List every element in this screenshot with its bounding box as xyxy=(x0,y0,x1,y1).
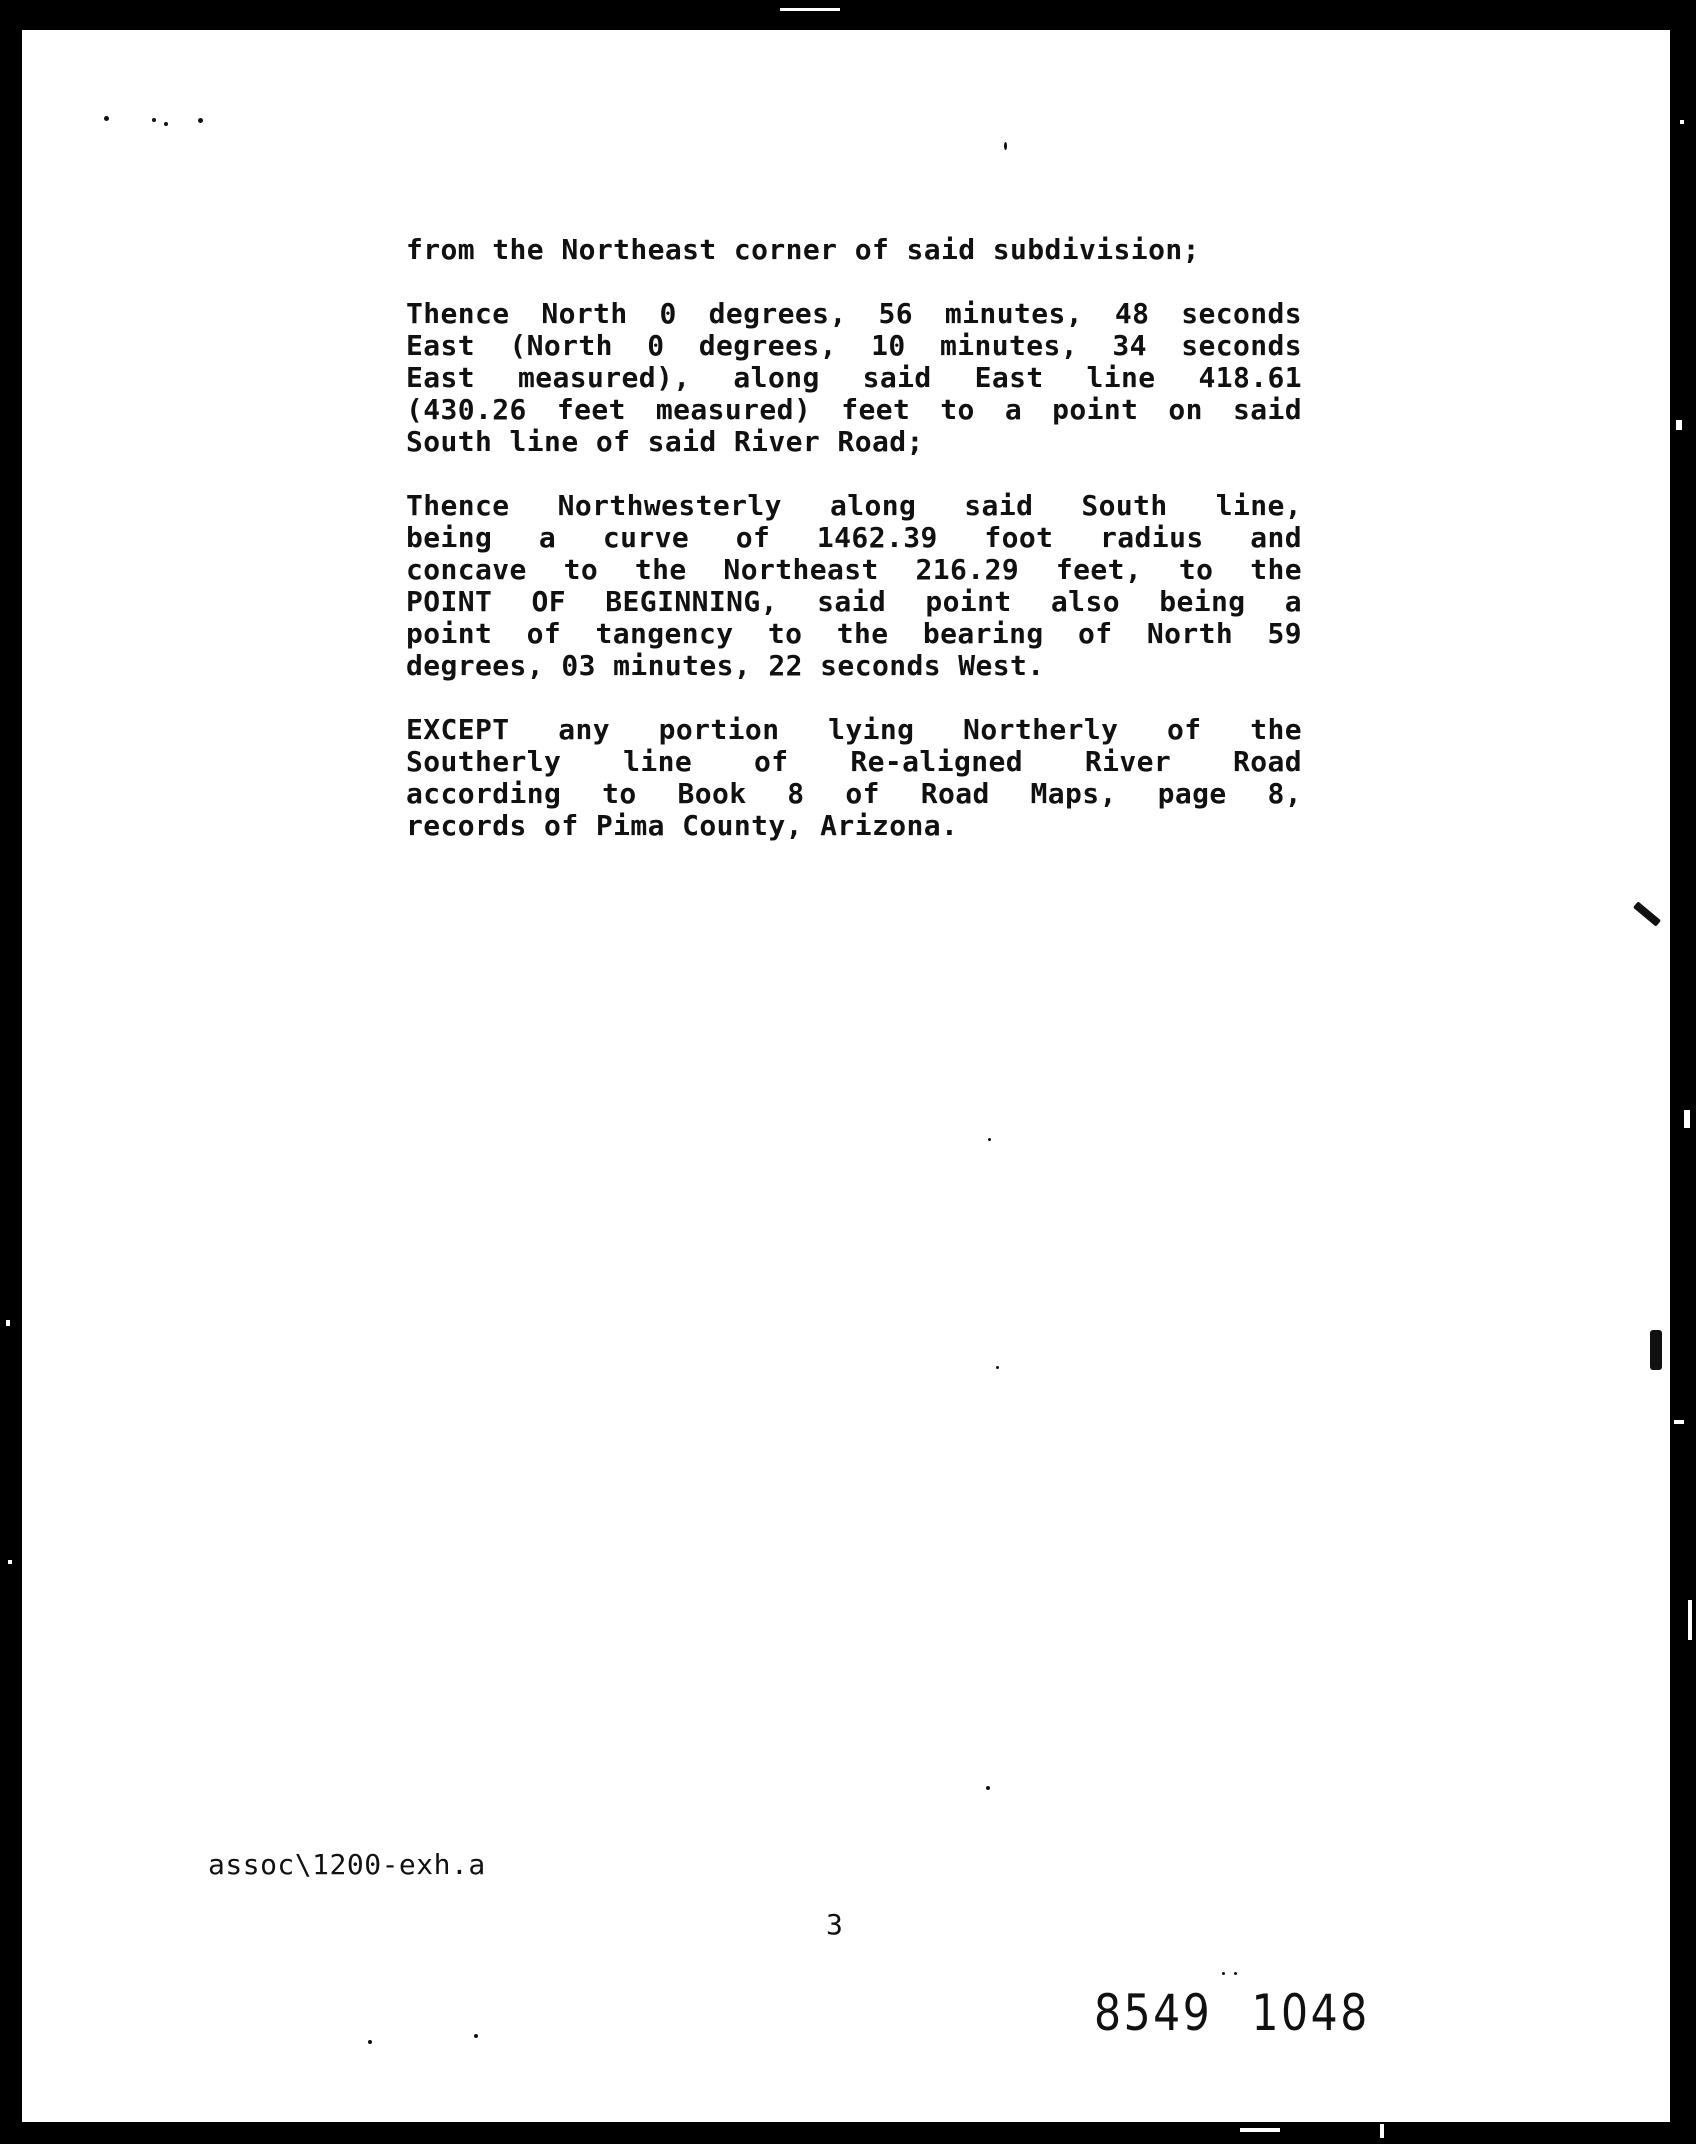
scan-edge-mark xyxy=(1240,2128,1280,2132)
scan-edge-mark xyxy=(1680,120,1684,124)
scan-speck xyxy=(368,2040,372,2044)
text-line: concave to the Northeast 216.29 feet, to the xyxy=(406,553,1302,586)
scan-edge-mark xyxy=(1676,420,1682,430)
text-line: being a curve of 1462.39 foot radius and xyxy=(406,521,1302,554)
text-line: Thence North 0 degrees, 56 minutes, 48 seconds xyxy=(406,297,1302,330)
scan-edge-mark xyxy=(1684,1110,1690,1128)
legal-description-text xyxy=(406,234,1302,874)
text-line: records of Pima County, Arizona. xyxy=(406,809,959,842)
scan-speck xyxy=(474,2034,478,2038)
recording-book-number: 8549 xyxy=(1094,1984,1213,2042)
scan-speck xyxy=(988,1138,991,1141)
scan-speck xyxy=(1004,142,1007,150)
text-line: POINT OF BEGINNING, said point also being a xyxy=(406,585,1302,618)
text-line: East measured), along said East line 418.61 xyxy=(406,361,1302,394)
scan-edge-mark xyxy=(1674,1420,1684,1424)
scan-speck xyxy=(104,116,109,121)
paragraph xyxy=(406,714,1302,842)
scan-edge-mark xyxy=(8,1560,12,1564)
text-line: according to Book 8 of Road Maps, page 8, xyxy=(406,777,1302,810)
text-line: EXCEPT any portion lying Northerly of the xyxy=(406,713,1302,746)
scan-speck xyxy=(1633,901,1661,926)
text-line: Southerly line of Re-aligned River Road xyxy=(406,745,1302,778)
text-line: from the Northeast corner of said subdivision; xyxy=(406,233,1200,266)
file-path-label: assoc\1200-exh.a xyxy=(208,1848,486,1881)
scan-speck xyxy=(986,1786,990,1790)
scan-speck xyxy=(198,118,203,123)
text-line: degrees, 03 minutes, 22 seconds West. xyxy=(406,649,1045,682)
text-line: point of tangency to the bearing of North 59 xyxy=(406,617,1302,650)
scan-speck xyxy=(1222,1972,1225,1975)
text-line: (430.26 feet measured) feet to a point on said xyxy=(406,393,1302,426)
scan-speck xyxy=(1234,1972,1237,1975)
paragraph xyxy=(406,490,1302,682)
text-line: East (North 0 degrees, 10 minutes, 34 seconds xyxy=(406,329,1302,362)
text-line: Thence Northwesterly along said South line, xyxy=(406,489,1302,522)
recording-stamp xyxy=(1094,1984,1370,2042)
scan-edge-mark xyxy=(6,1320,10,1326)
scan-speck xyxy=(996,1366,999,1369)
scan-speck xyxy=(164,122,168,126)
paragraph xyxy=(406,234,1302,266)
scan-speck xyxy=(152,118,156,122)
scan-speck xyxy=(1650,1330,1662,1370)
page-number: 3 xyxy=(826,1908,843,1941)
text-line: South line of said River Road; xyxy=(406,425,924,458)
scan-edge-mark xyxy=(780,8,840,11)
scan-edge-mark xyxy=(1688,1600,1692,1640)
scan-edge-mark xyxy=(1380,2124,1384,2138)
paragraph xyxy=(406,298,1302,458)
recording-page-number: 1048 xyxy=(1251,1984,1370,2042)
